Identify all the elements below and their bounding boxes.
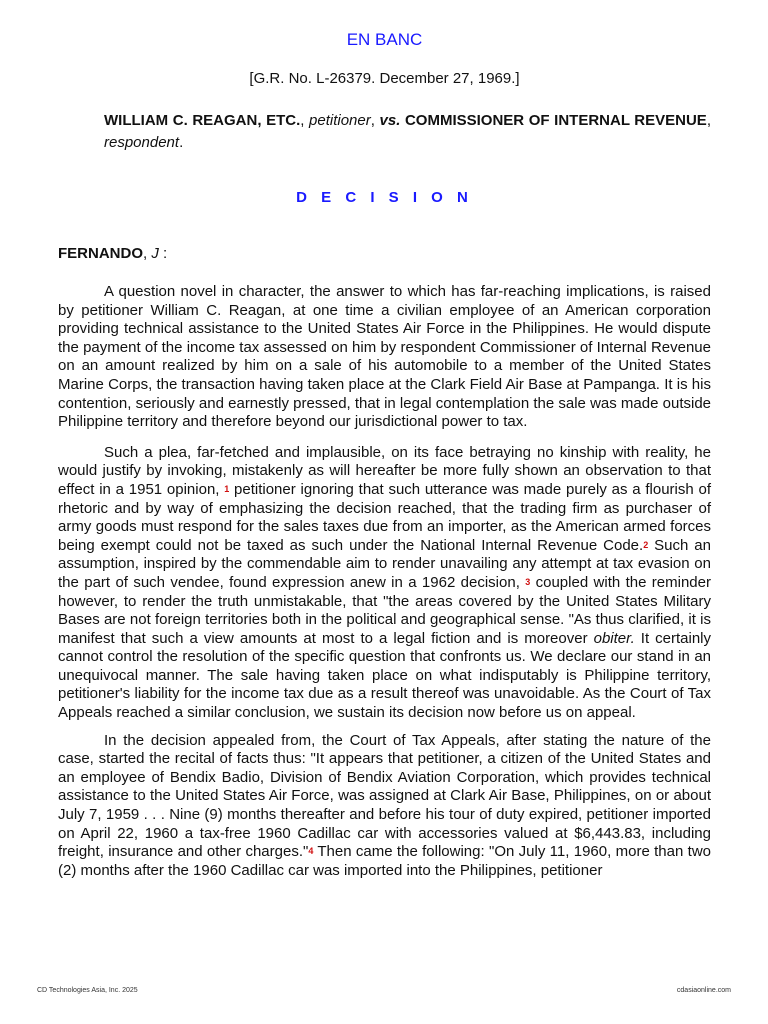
respondent-role: respondent bbox=[104, 134, 180, 151]
paragraph-2 bbox=[58, 444, 711, 723]
document-page bbox=[58, 30, 711, 880]
ponente-title: J bbox=[151, 245, 159, 262]
ponente-name: FERNANDO bbox=[58, 245, 143, 262]
case-number: [G.R. No. L-26379. December 27, 1969.] bbox=[249, 70, 520, 87]
respondent-name: COMMISSIONER OF INTERNAL REVENUE bbox=[404, 112, 707, 129]
paragraph-1: A question novel in character, the answer to which has far-reaching implications, is raised by petitioner William C. Reagan, at one time a civilian employee of an American corporation providing technical assistance to the United States Air Force in the Philippines. He would dispute the payment of the income tax assessed on him by respondent Commissioner of Internal Revenue on an amount realized by him on a sale of his automobile to a member of the United States Marine Corps, the transaction having taken place at the Clark Field Air Base at Pampanga. It is his contention, seriously and earnestly pressed, that in legal contemplation the sale was made outside Philippine territory and therefore beyond our jurisdictional power to tax. bbox=[58, 283, 711, 431]
separator: , bbox=[706, 112, 711, 129]
separator: , bbox=[300, 112, 310, 129]
paragraph-text: Such an assumption, inspired by the commendable aim to render unavailing any attempt at tax evasion on the part of such vendee, found expression anew in a 1962 decision, bbox=[58, 536, 711, 591]
footer-copyright: CD Technologies Asia, Inc. 2025 bbox=[37, 987, 138, 994]
paragraph-3 bbox=[58, 732, 711, 881]
italic-term: obiter. bbox=[593, 629, 635, 647]
versus-label: vs. bbox=[379, 112, 401, 129]
decision-heading: D E C I S I O N bbox=[296, 189, 473, 206]
colon: : bbox=[158, 245, 168, 262]
paragraph-text: petitioner ignoring that such utterance was made purely as a flourish of rhetoric and by way of emphasizing the decision reached, that the trading firm as purchaser of army goods must respond for the sales taxes due from an importer, as the American armed forces being exempt could not be taxed as such under the National Internal Revenue Code. bbox=[58, 480, 711, 554]
court-division: EN BANC bbox=[346, 30, 423, 49]
paragraph-text: Such a plea, far-fetched and implausible, on its face betraying no kinship with reality, he would justify by invoking, mistakenly as will hereafter be more fully shown an observation to that effect in a 1951 opinion, bbox=[58, 443, 711, 498]
footnote-link-3[interactable]: 3 bbox=[525, 576, 531, 587]
ponente bbox=[58, 245, 711, 262]
petitioner-role: petitioner bbox=[309, 112, 371, 129]
paragraph-text: coupled with the reminder however, to render the truth unmistakable, that "the areas covered by the United States Military Bases are not foreign territories both in the political and geographical sense. "As thus clarified, it is manifest that such a view amounts at most to a legal fiction and is moreover bbox=[58, 573, 711, 647]
petitioner-name: WILLIAM C. REAGAN, ETC. bbox=[104, 112, 301, 129]
footer-website: cdasiaonline.com bbox=[676, 987, 731, 994]
paragraph-text: It certainly cannot control the resolution of the specific question that confronts us. We declare our stand in an unequivocal manner. The sale having taken place on what indisputably is Philippine territory, petitioner's liability for the income tax due as a result thereof was unavoidable. As the Court of Tax Appeals reached a similar conclusion, we sustain its decision now before us on appeal. bbox=[58, 629, 711, 722]
paragraph-text: In the decision appealed from, the Court of Tax Appeals, after stating the nature of the case, started the recital of facts thus: "It appears that petitioner, a citizen of the United States and an employee of Bendix Badio, Division of Bendix Aviation Corporation, which provides technical assistance to the United States Air Force, was assigned at Clark Air Base, Philippines, on or about July 7, 1959 . . . Nine (9) months thereafter and before his tour of duty expired, petitioner imported on April 22, 1960 a tax-free 1960 Cadillac car with accessories valued at $6,443.83, including freight, insurance and other charges." bbox=[58, 731, 711, 861]
paragraph-text: Then came the following: "On July 11, 1960, more than two (2) months after the 1960 Cadillac car was imported into the Philippines, petitioner bbox=[58, 843, 711, 879]
footnote-link-4[interactable]: 4 bbox=[308, 846, 314, 857]
footnote-link-1[interactable]: 1 bbox=[224, 483, 230, 494]
period: . bbox=[179, 134, 184, 151]
separator: , bbox=[370, 112, 380, 129]
case-parties bbox=[104, 110, 711, 154]
footnote-link-2[interactable]: 2 bbox=[643, 539, 649, 550]
separator: , bbox=[143, 245, 152, 262]
